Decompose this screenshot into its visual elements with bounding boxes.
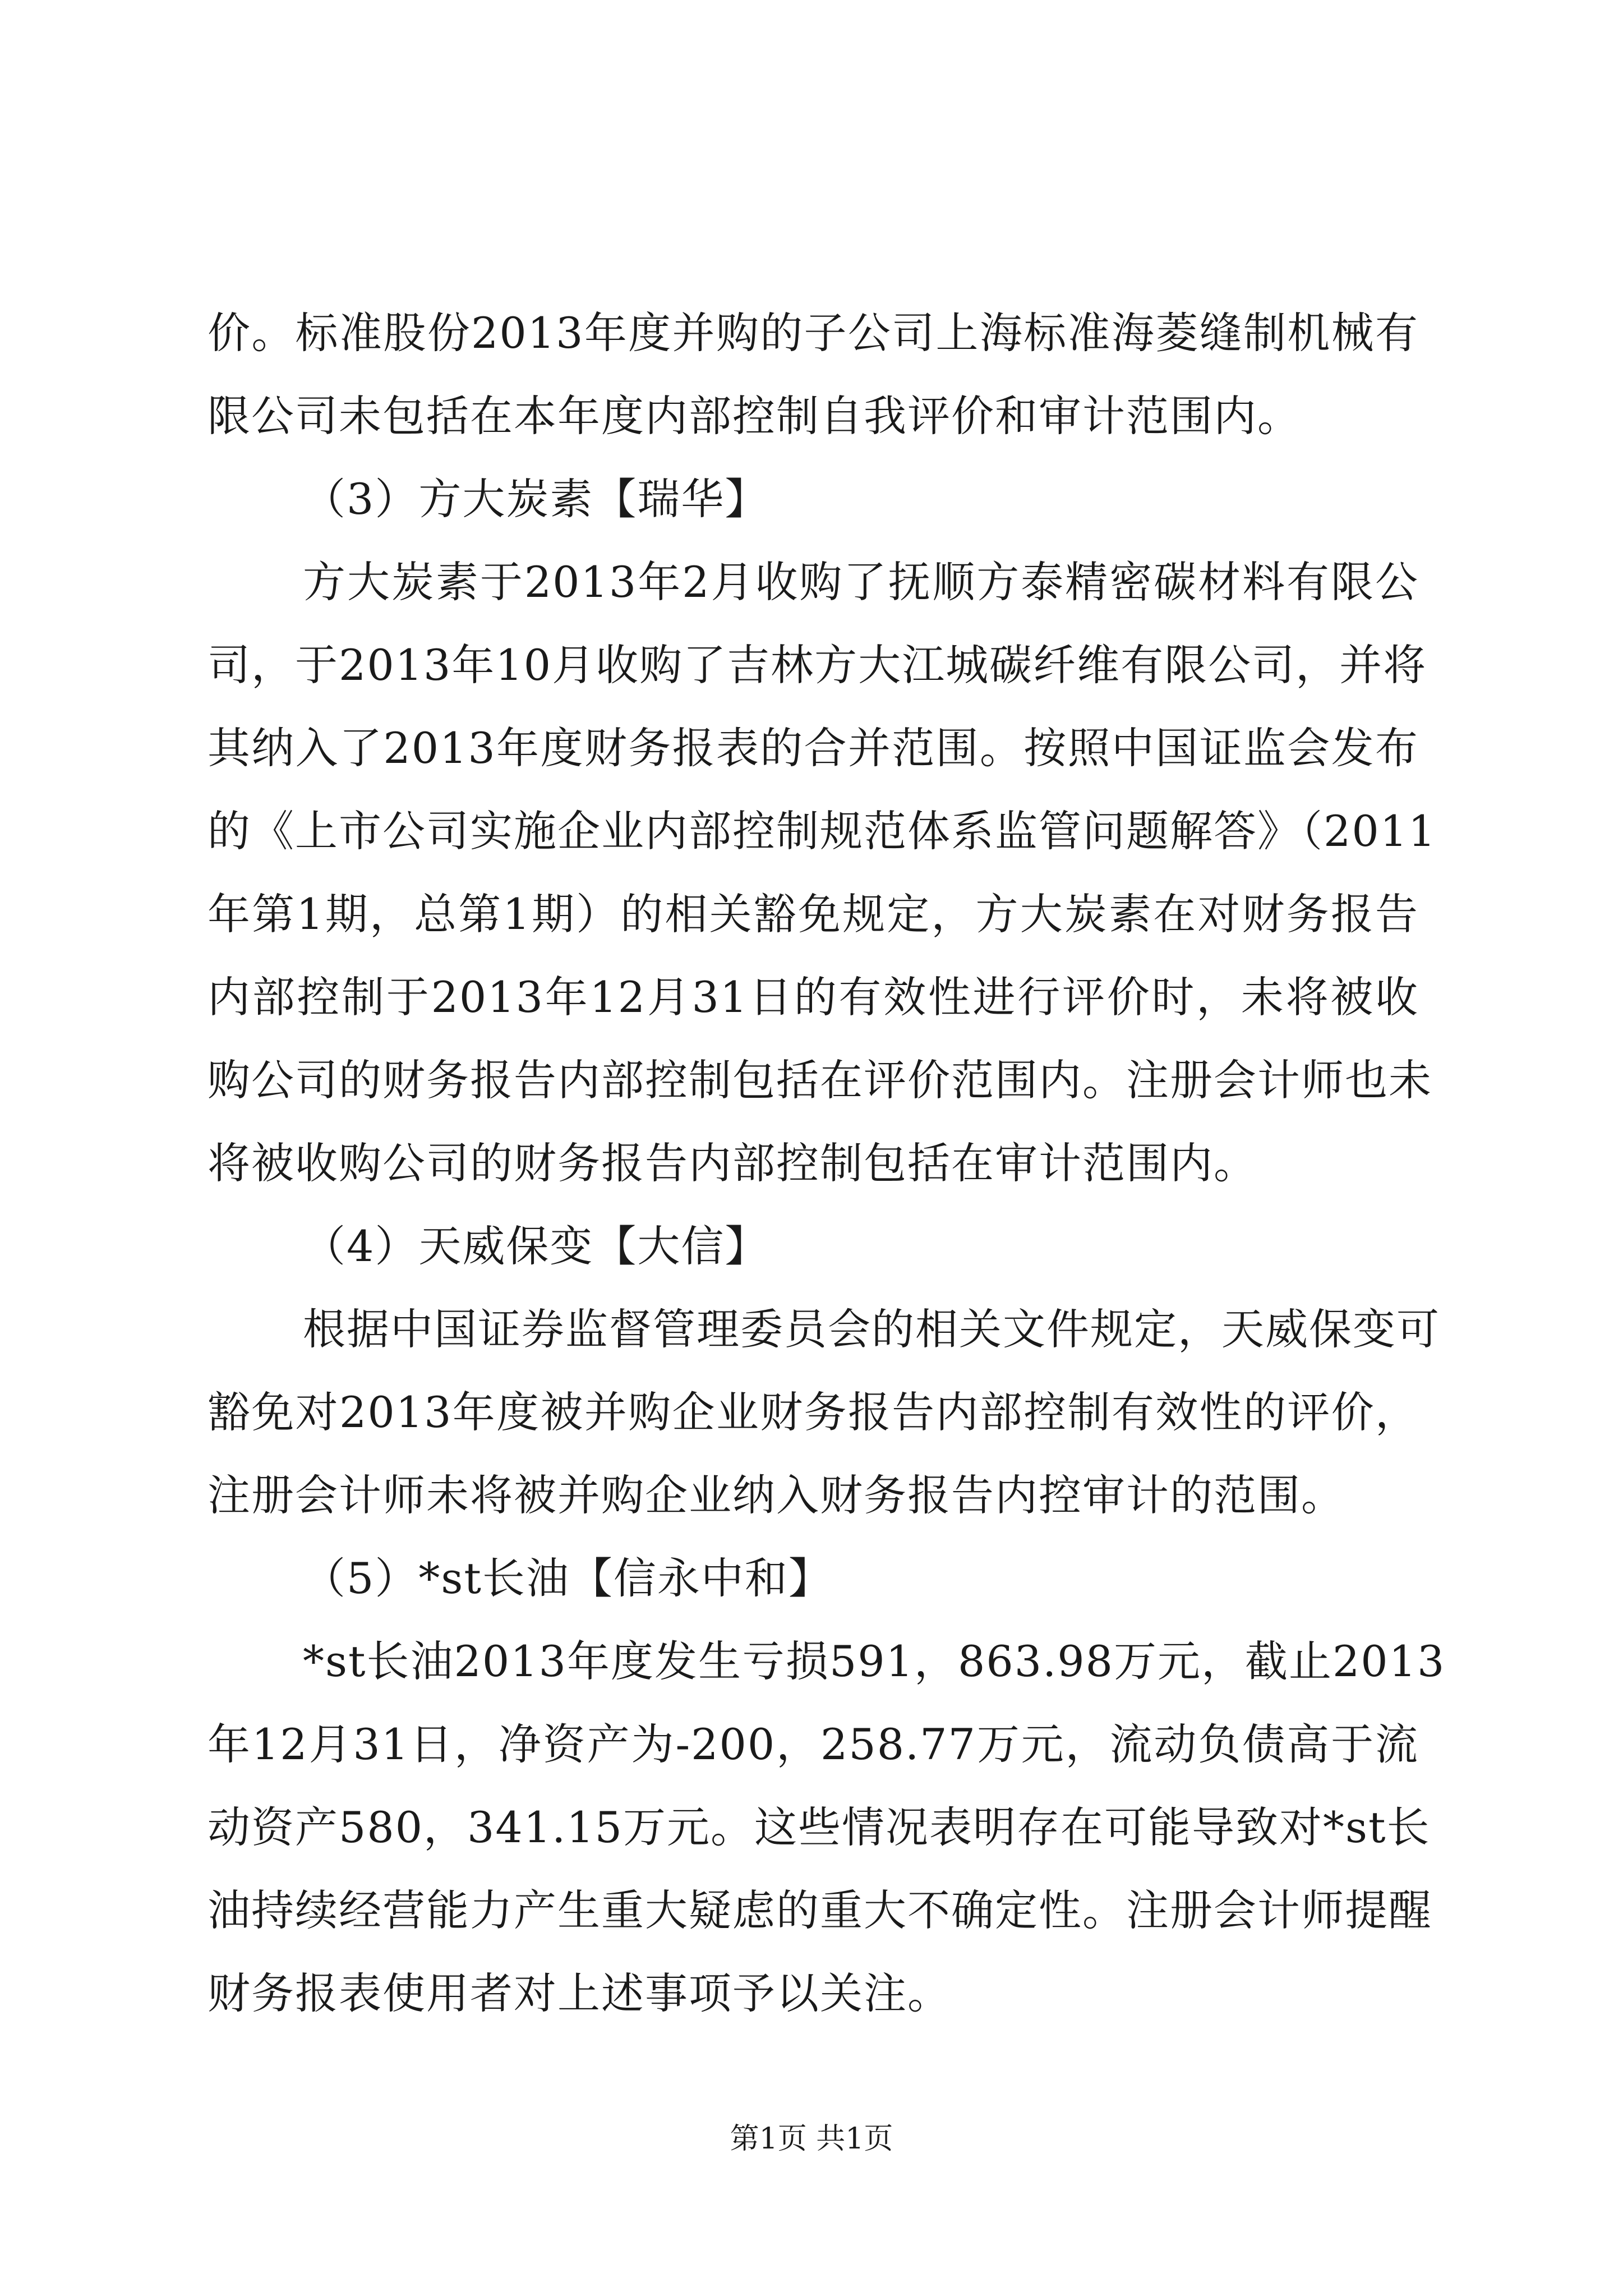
section-heading: （3）方大炭素【瑞华】 [303, 474, 769, 524]
paragraph-line: 年12月31日，净资产为-200，258.77万元，流动负债高于流 [208, 1719, 1419, 1769]
section-heading: （4）天威保变【大信】 [303, 1221, 769, 1271]
section-heading: （5）*st长油【信永中和】 [303, 1553, 832, 1603]
paragraph-line: 豁免对2013年度被并购企业财务报告内部控制有效性的评价， [208, 1387, 1419, 1437]
document-body [208, 292, 1446, 2035]
paragraph-line: 价。标准股份2013年度并购的子公司上海标准海菱缝制机械有 [208, 308, 1419, 358]
paragraph-line: 注册会计师未将被并购企业纳入财务报告内控审计的范围。 [208, 1470, 1345, 1520]
paragraph-line: 限公司未包括在本年度内部控制自我评价和审计范围内。 [208, 391, 1301, 441]
paragraph-line: 方大炭素于2013年2月收购了抚顺方泰精密碳材料有限公 [303, 557, 1419, 607]
paragraph-line: 动资产580，341.15万元。这些情况表明存在可能导致对*st长 [208, 1802, 1431, 1852]
paragraph-line: 年第1期，总第1期）的相关豁免规定，方大炭素在对财务报告 [208, 889, 1419, 939]
paragraph-line: 司，于2013年10月收购了吉林方大江城碳纤维有限公司，并将 [208, 640, 1427, 690]
paragraph-line: 将被收购公司的财务报告内部控制包括在审计范围内。 [208, 1138, 1257, 1188]
paragraph-line: 财务报表使用者对上述事项予以关注。 [208, 1968, 951, 2018]
paragraph-line: 的《上市公司实施企业内部控制规范体系监管问题解答》（2011 [208, 806, 1437, 856]
page-footer: 第1页 共1页 [730, 2122, 893, 2156]
paragraph-line: 根据中国证券监督管理委员会的相关文件规定，天威保变可 [303, 1304, 1440, 1354]
paragraph-line: *st长油2013年度发生亏损591，863.98万元，截止2013 [303, 1636, 1446, 1686]
paragraph-line: 购公司的财务报告内部控制包括在评价范围内。注册会计师也未 [208, 1055, 1432, 1105]
paragraph-line: 油持续经营能力产生重大疑虑的重大不确定性。注册会计师提醒 [208, 1885, 1432, 1935]
paragraph-line: 内部控制于2013年12月31日的有效性进行评价时，未将被收 [208, 972, 1419, 1022]
paragraph-line: 其纳入了2013年度财务报表的合并范围。按照中国证监会发布 [208, 723, 1419, 773]
